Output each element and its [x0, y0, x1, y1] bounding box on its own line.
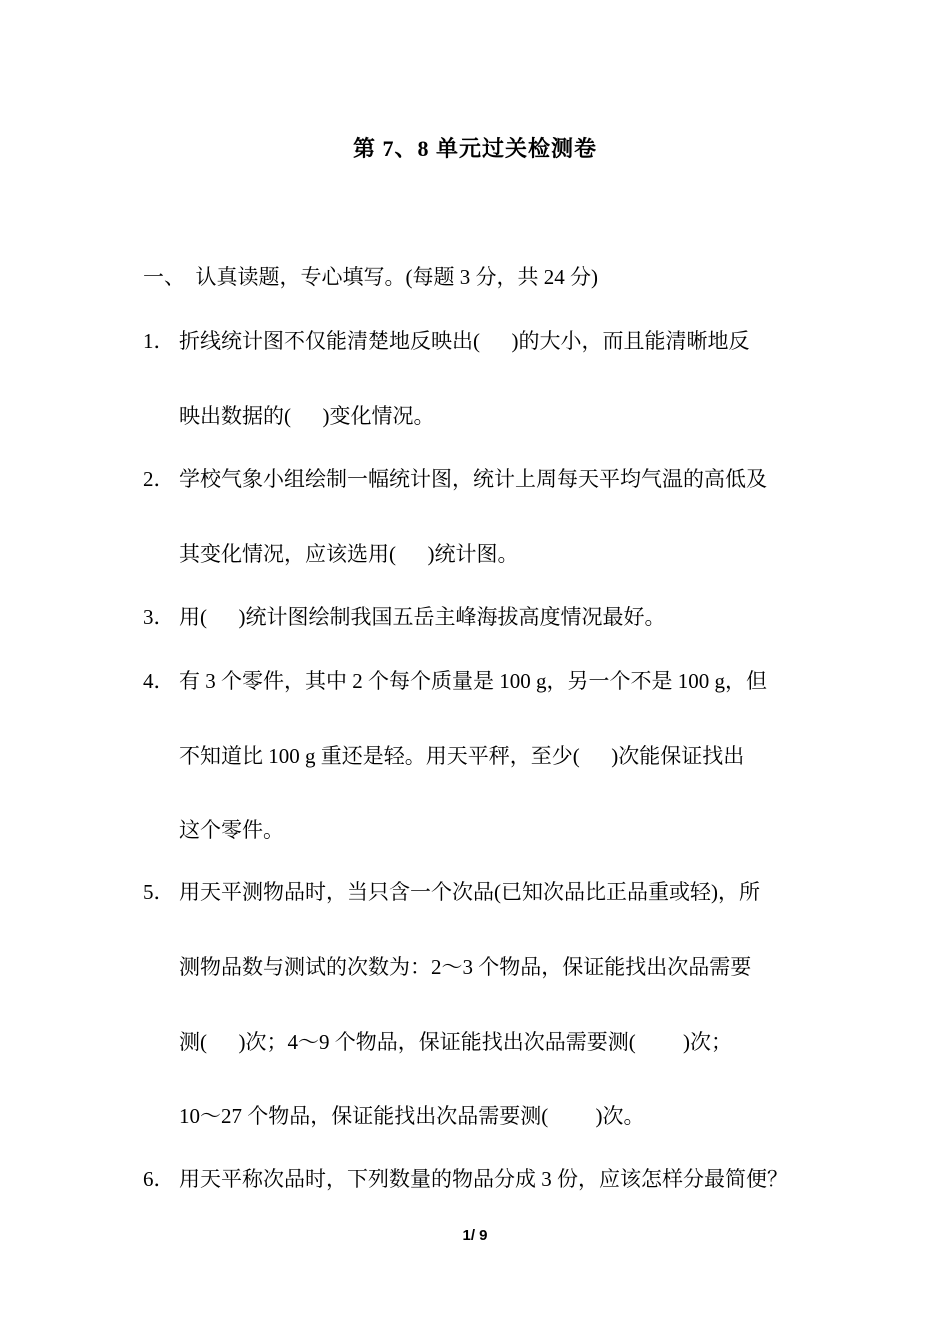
- question-2-line-2: 其变化情况，应该选用( )统计图。: [179, 542, 519, 566]
- question-6-line-1: 用天平称次品时，下列数量的物品分成 3 份，应该怎样分最简便？: [179, 1167, 788, 1191]
- question-4-line-1: 有 3 个零件，其中 2 个每个质量是 100 g，另一个不是 100 g，但: [179, 669, 767, 693]
- question-5-line-2: 测物品数与测试的次数为：2～3 个物品，保证能找出次品需要: [179, 955, 752, 979]
- question-1-line-2: 映出数据的( )变化情况。: [179, 404, 435, 428]
- question-3-line-1: 用( )统计图绘制我国五岳主峰海拔高度情况最好。: [179, 605, 666, 629]
- question-2-number: 2．: [143, 467, 175, 491]
- question-5-line-1: 用天平测物品时，当只含一个次品(已知次品比正品重或轻)，所: [179, 880, 760, 904]
- question-3-number: 3．: [143, 605, 175, 629]
- page-title: 第 7、8 单元过关检测卷: [352, 136, 597, 161]
- question-2-line-1: 学校气象小组绘制一幅统计图，统计上周每天平均气温的高低及: [179, 467, 767, 491]
- question-5-line-3: 测( )次；4～9 个物品，保证能找出次品需要测( )次；: [179, 1030, 732, 1054]
- question-4-line-2: 不知道比 100 g 重还是轻。用天平秤，至少( )次能保证找出: [179, 744, 745, 768]
- question-6-number: 6．: [143, 1167, 175, 1191]
- question-5-number: 5．: [143, 880, 175, 904]
- question-1-number: 1．: [143, 329, 175, 353]
- question-1-line-1: 折线统计图不仅能清楚地反映出( )的大小，而且能清晰地反: [179, 329, 750, 353]
- question-4-line-3: 这个零件。: [179, 818, 284, 842]
- question-4-number: 4．: [143, 669, 175, 693]
- page-number: 1/ 9: [462, 1227, 488, 1244]
- question-5-line-4: 10～27 个物品，保证能找出次品需要测( )次。: [179, 1104, 645, 1128]
- section-heading: 一、 认真读题，专心填写。(每题 3 分，共 24 分): [143, 265, 598, 289]
